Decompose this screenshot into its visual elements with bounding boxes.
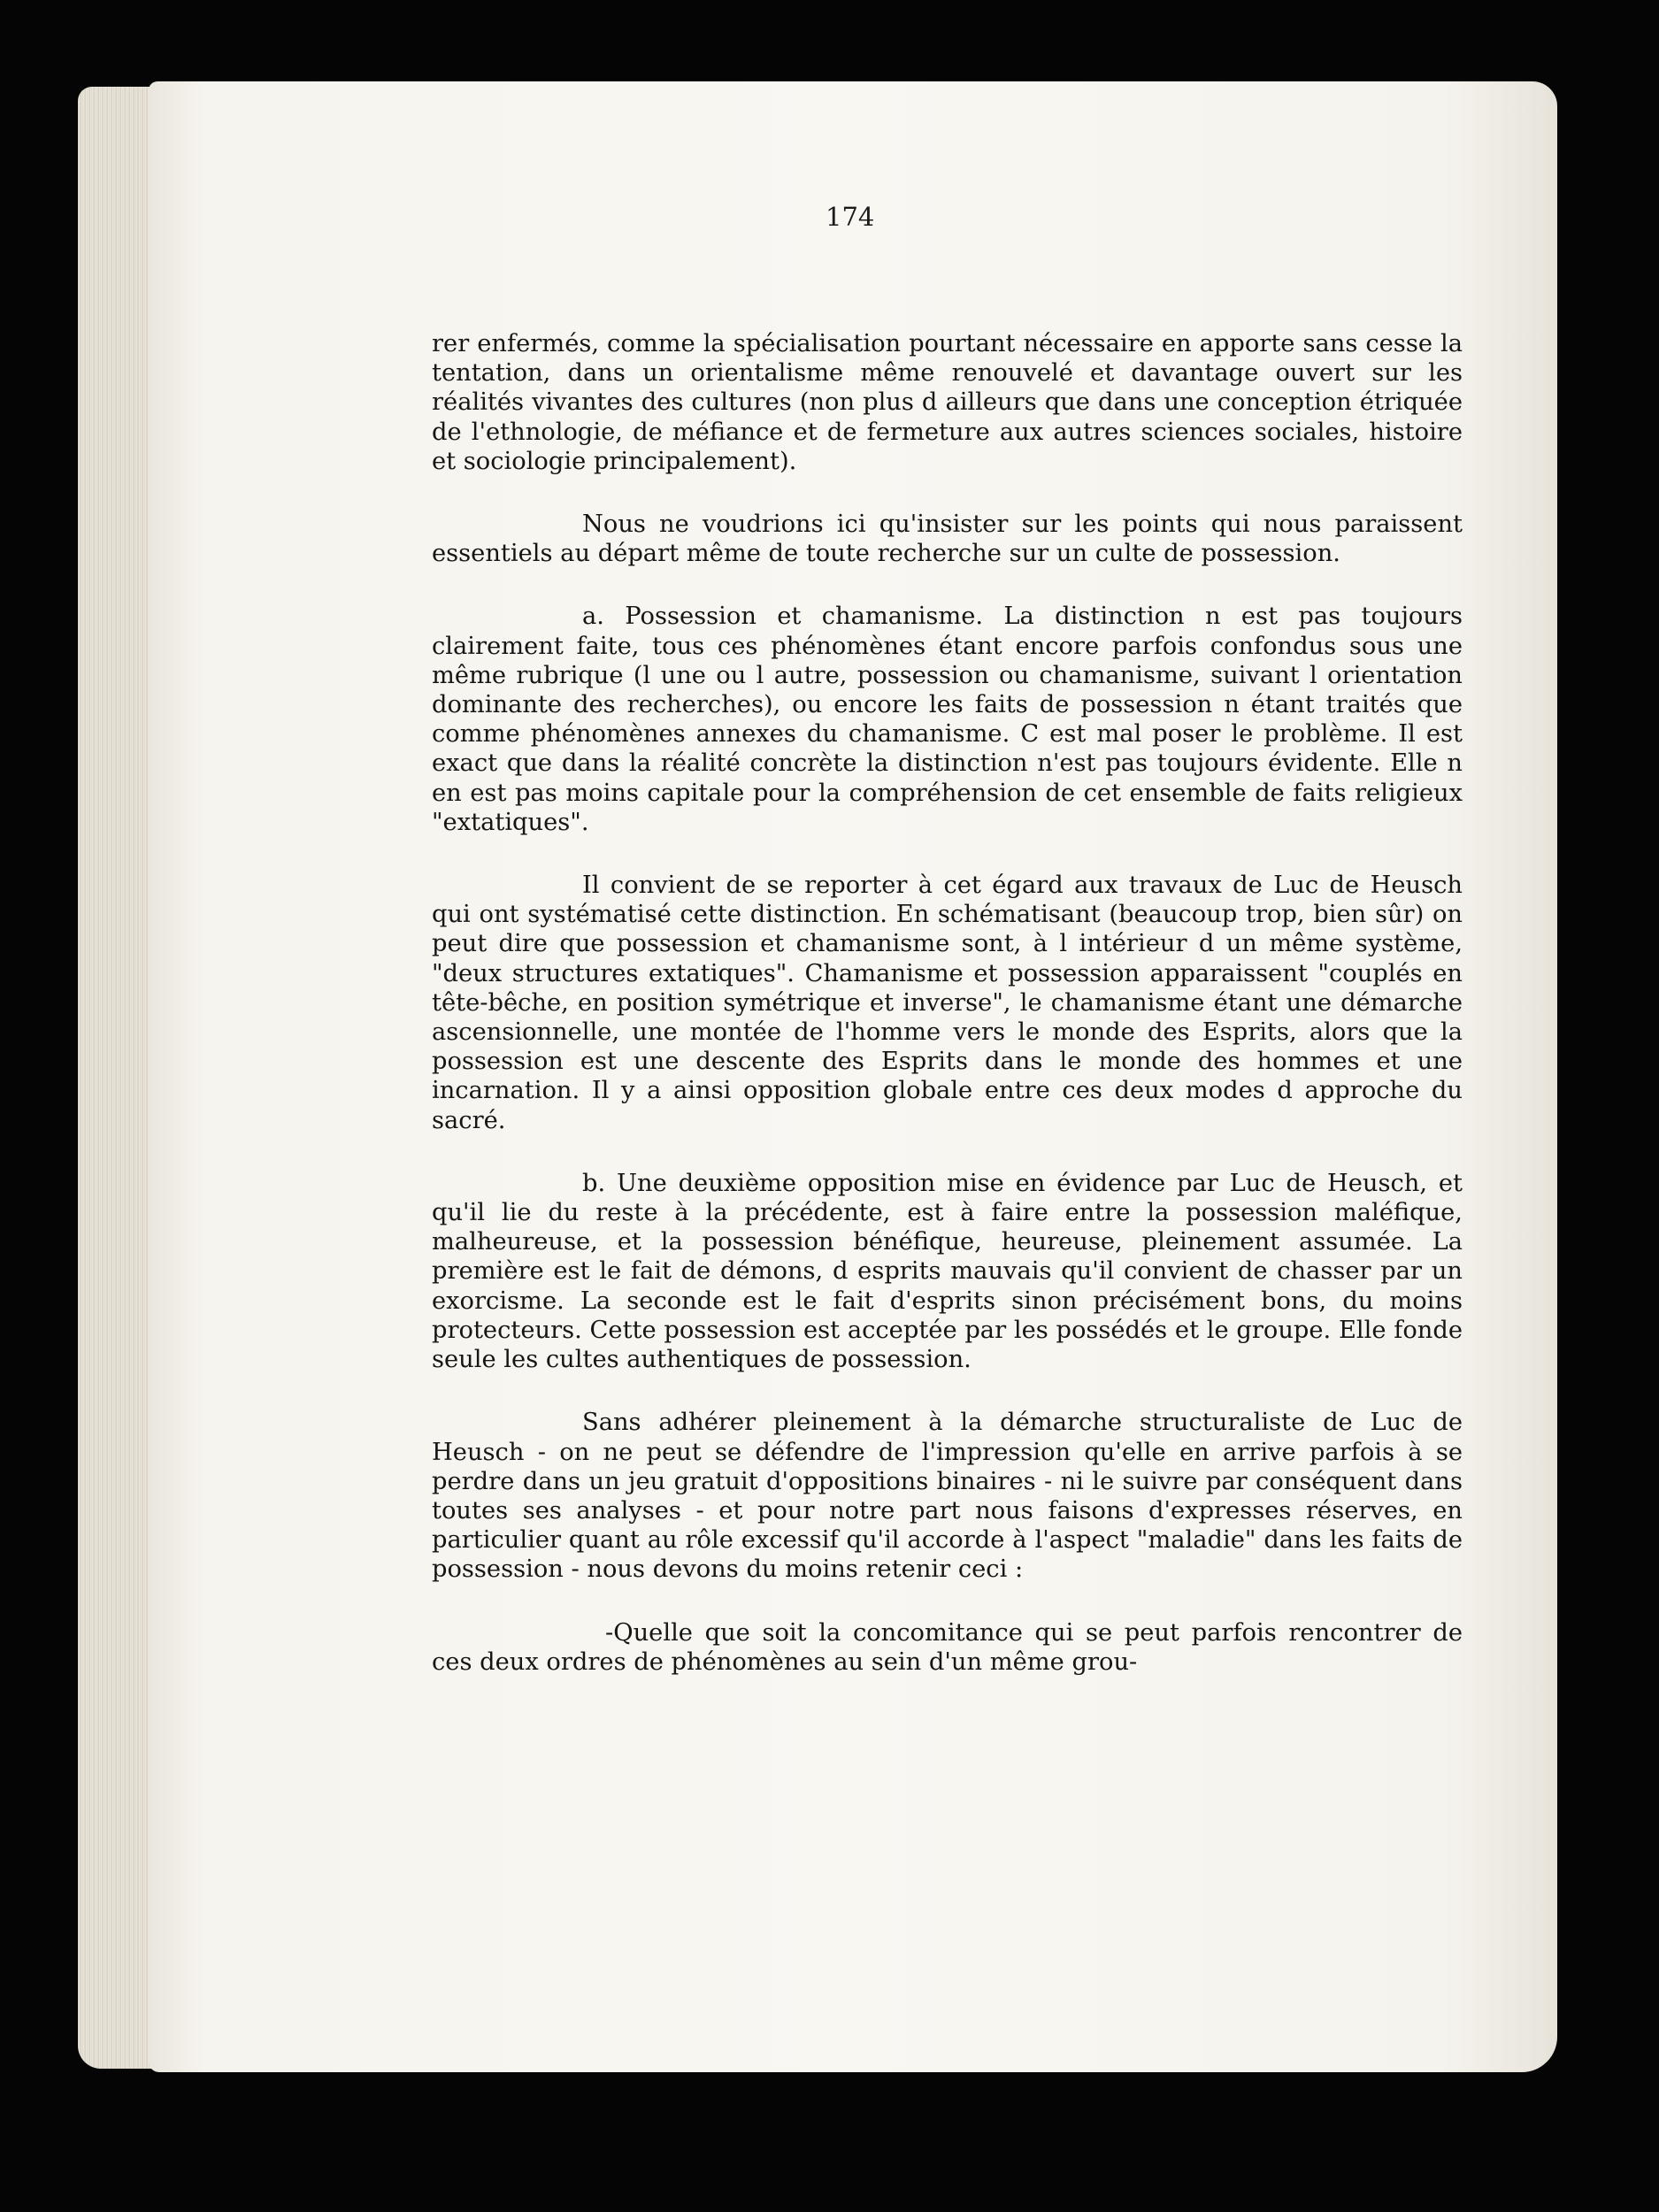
paragraph-continuation: rer enfermés, comme la spécialisation pourtant nécessaire en apporte sans cesse la tentation, dans un orientalisme même renouvelé et davantage ouvert sur les réalités vivantes des cultures (non plus d ailleurs que dans une conception étriquée de l'ethnologie, de méfiance et de fermeture aux autres sciences sociales, histoire et sociologie principalement). [432, 330, 1463, 475]
paragraph-de-heusch: Il convient de se reporter à cet égard aux travaux de Luc de Heusch qui ont systématisé cette distinction. En schématisant (beaucoup trop, bien sûr) on peut dire que possession et chamanisme sont, à l intérieur d un même système, "deux structures extatiques". Chamanisme et possession apparaissent "couplés en tête-bêche, en position symétrique et inverse", le chamanisme étant une démarche ascensionnelle, une montée de l'homme vers le monde des Esprits, alors que la possession est une descente des Esprits dans le monde des hommes et une incarnation. Il y a ainsi opposition globale entre ces deux modes d approche du sacré. [432, 872, 1463, 1134]
paragraph-concomitance: -Quelle que soit la concomitance qui se peut parfois rencontrer de ces deux ordres de phénomènes au sein d'un même grou- [432, 1618, 1463, 1676]
page-sheet [149, 81, 1557, 2072]
paragraph-deuxieme-opposition: b. Une deuxième opposition mise en évidence par Luc de Heusch, et qu'il lie du reste à la précédente, est à faire entre la possession maléfique, malheureuse, et la possession bénéfique, heureuse, pleinement assumée. La première est le fait de démons, d esprits mauvais qu'il convient de chasser par un exorcisme. La seconde est le fait d'esprits sinon précisément bons, du moins protecteurs. Cette possession est acceptée par les possédés et le groupe. Elle fonde seule les cultes authentiques de possession. [432, 1169, 1463, 1374]
body-text [432, 329, 1463, 1677]
paragraph-possession-chamanisme: a. Possession et chamanisme. La distinction n est pas toujours clairement faite, tous ces phénomènes étant encore parfois confondus sous une même rubrique (l une ou l autre, possession ou chamanisme, suivant l orientation dominante des recherches), ou encore les faits de possession n étant traités que comme phénomènes annexes du chamanisme. C est mal poser le problème. Il est exact que dans la réalité concrète la distinction n'est pas toujours évidente. Elle n en est pas moins capitale pour la compréhension de cet ensemble de faits religieux "extatiques". [432, 603, 1463, 836]
page-number: 174 [826, 202, 875, 232]
paragraph-structuraliste: Sans adhérer pleinement à la démarche structuraliste de Luc de Heusch - on ne peut se défendre de l'impression qu'elle en arrive parfois à se perdre dans un jeu gratuit d'oppositions binaires - ni le suivre par conséquent dans toutes ses analyses - et pour notre part nous faisons d'expresses réserves, en particulier quant au rôle excessif qu'il accorde à l'aspect "maladie" dans les faits de possession - nous devons du moins retenir ceci : [432, 1409, 1463, 1584]
paragraph-intro: Nous ne voudrions ici qu'insister sur les points qui nous paraissent essentiels au départ même de toute recherche sur un culte de possession. [432, 511, 1463, 568]
